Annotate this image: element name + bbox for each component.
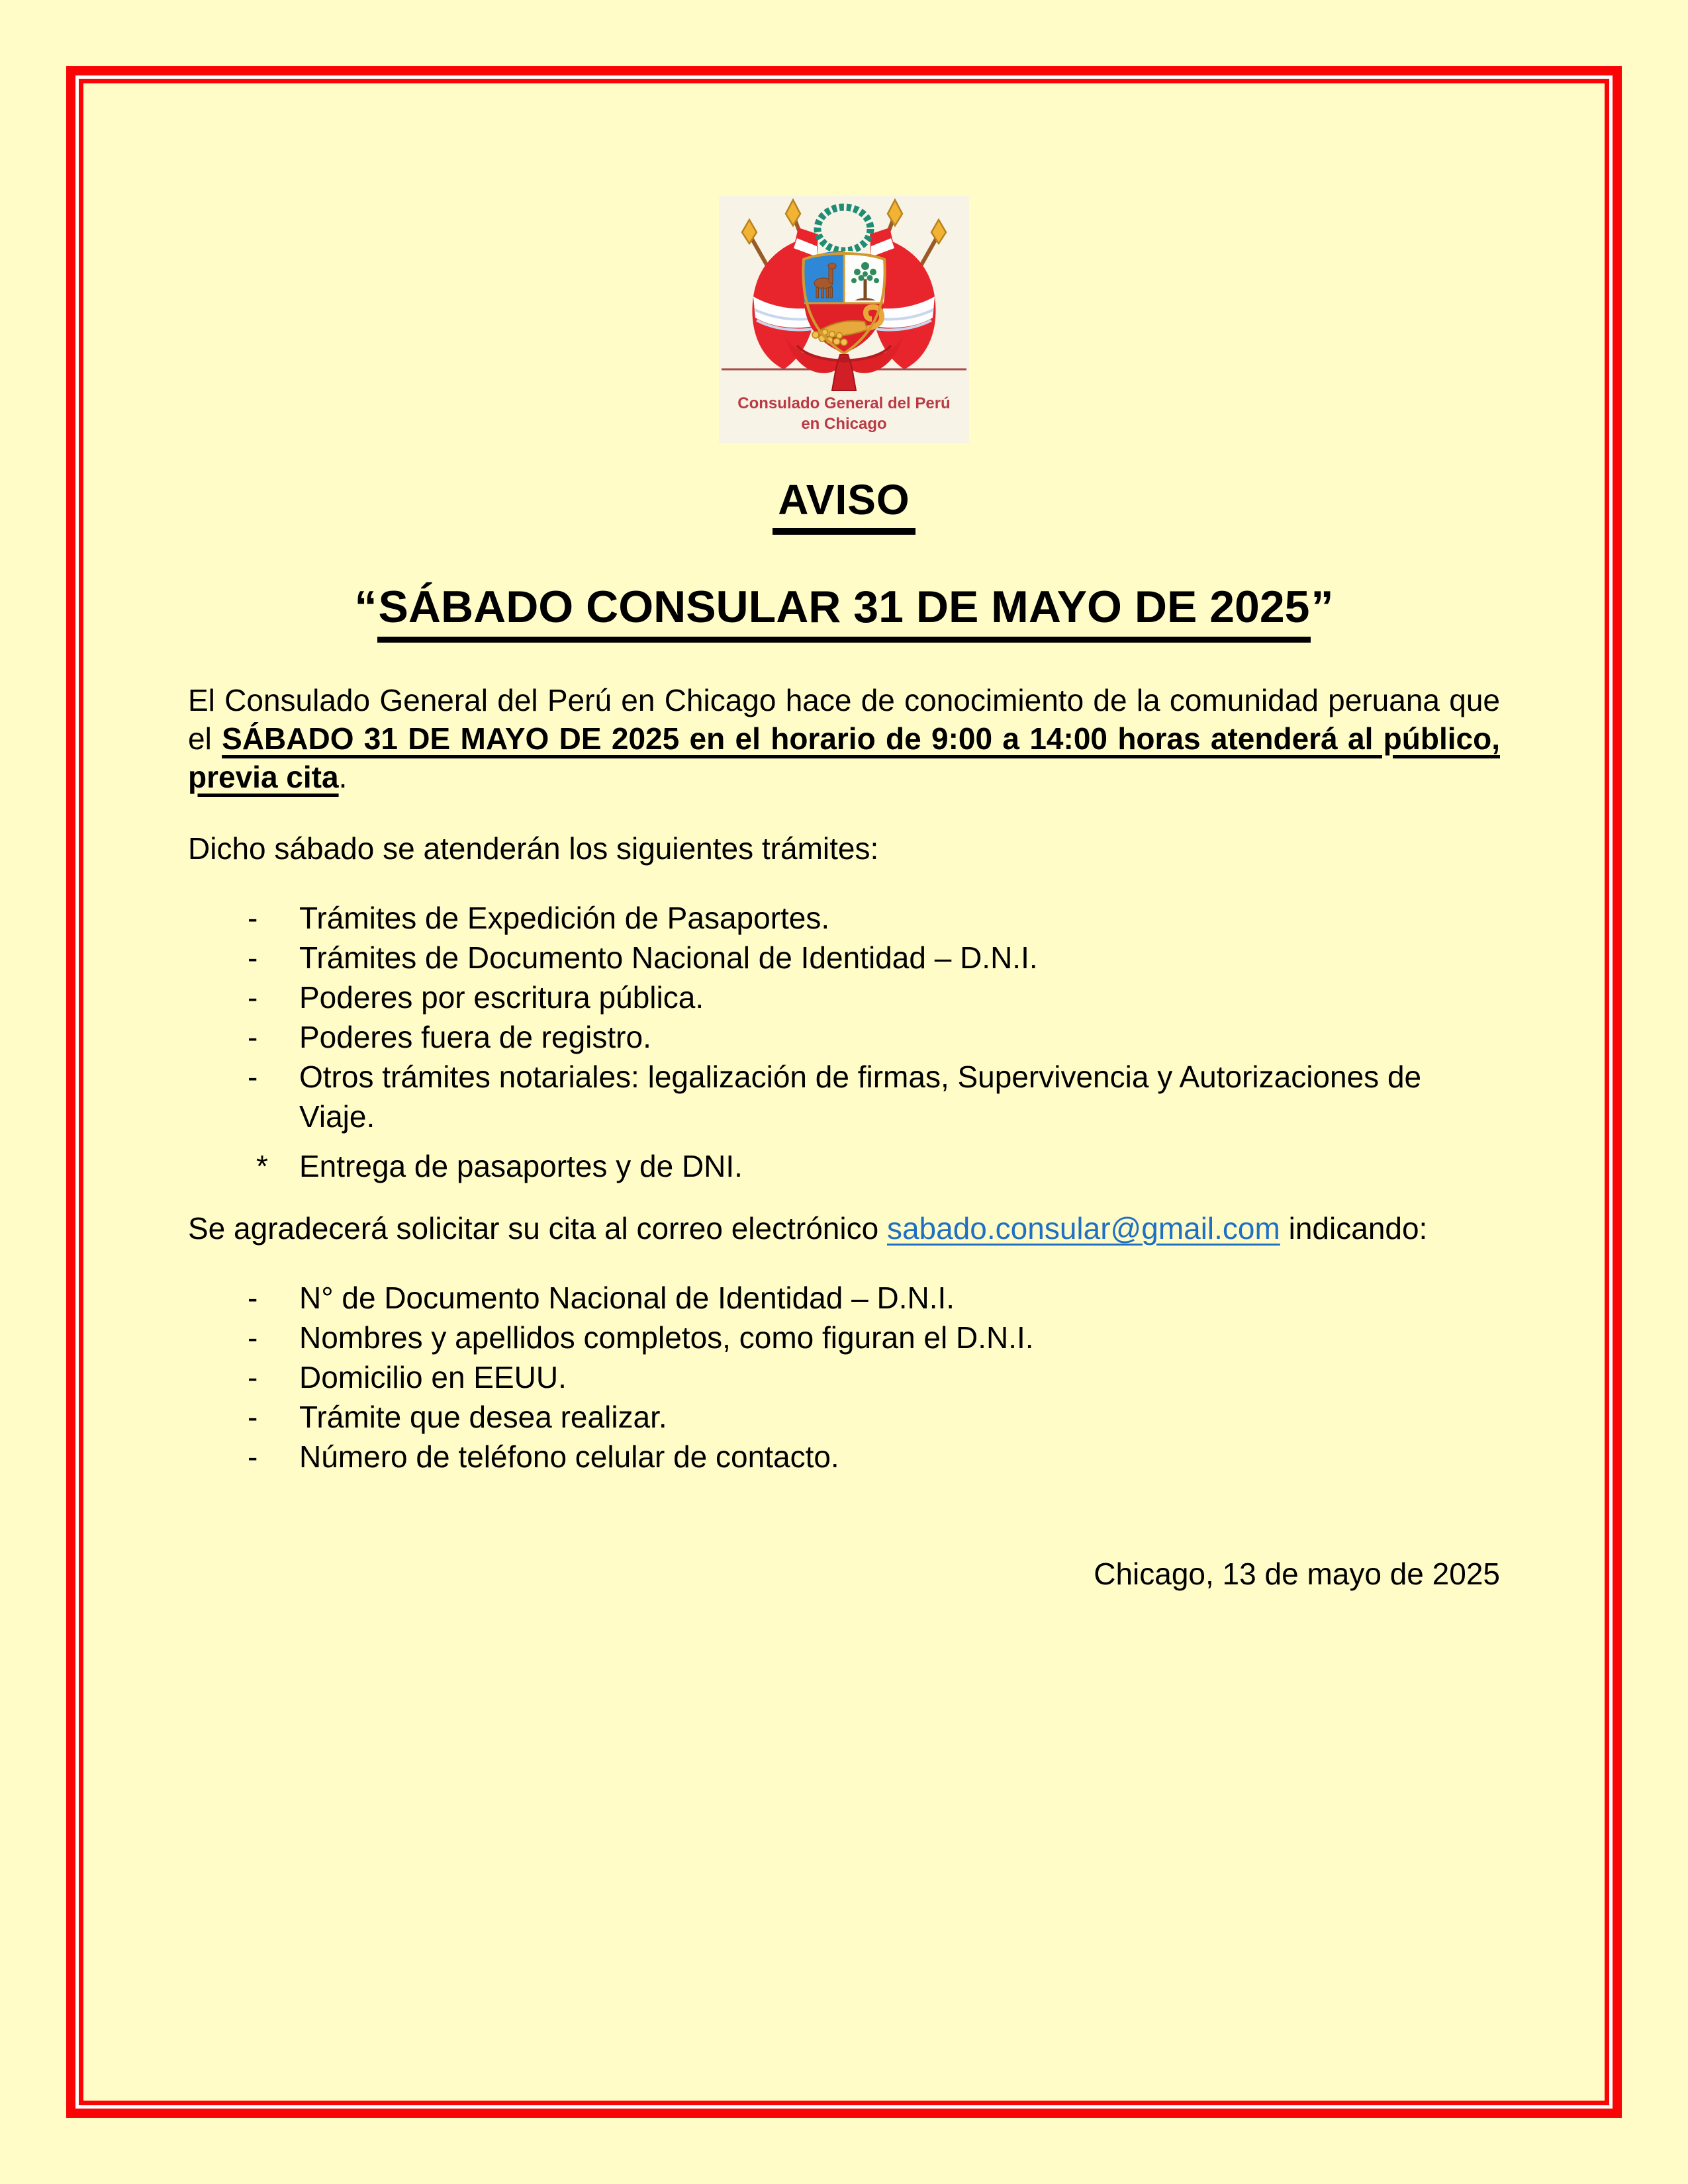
- dash-bullet: -: [248, 1019, 258, 1054]
- dash-bullet: -: [248, 1439, 258, 1474]
- notice-subtitle: SÁBADO CONSULAR 31 DE MAYO DE 2025: [377, 584, 1311, 642]
- requirements-list: [188, 1278, 1500, 1477]
- appointment-tail: indicando:: [1280, 1210, 1428, 1246]
- dash-bullet: -: [248, 1399, 258, 1434]
- list-item-text: Domicilio en EEUU.: [299, 1359, 567, 1394]
- intro-paragraph: [188, 681, 1500, 796]
- logo-caption-line1: Consulado General del Perú: [737, 394, 951, 412]
- list-item-text: Trámites de Expedición de Pasaportes.: [299, 900, 830, 935]
- subtitle-open-quote: “: [354, 582, 377, 633]
- list-item-text: Nombres y apellidos completos, como figuran el D.N.I.: [299, 1320, 1034, 1355]
- consulate-logo: [719, 196, 969, 443]
- list-item: [188, 1278, 1500, 1318]
- list-item-text: Poderes fuera de registro.: [299, 1019, 651, 1054]
- appointment-paragraph: [188, 1209, 1500, 1248]
- list-item: [188, 1437, 1500, 1477]
- services-list: [188, 898, 1500, 1136]
- list-item: [188, 1057, 1500, 1136]
- list-item: [188, 898, 1500, 938]
- list-item-text: Poderes por escritura pública.: [299, 979, 704, 1015]
- peru-coat-of-arms-icon: [719, 196, 969, 393]
- list-item: [188, 1357, 1500, 1397]
- list-item-text: Otros trámites notariales: legalización de firmas, Supervivencia y Autorizaciones de Viaje.: [299, 1059, 1422, 1134]
- notice-subtitle-row: [188, 584, 1500, 642]
- notice-title-row: [188, 478, 1500, 535]
- list-item: [188, 938, 1500, 978]
- dash-bullet: -: [248, 1059, 258, 1094]
- notice-title: AVISO: [773, 478, 915, 535]
- delivery-note: [188, 1147, 1500, 1185]
- intro-tail: .: [338, 759, 348, 794]
- list-item: [188, 978, 1500, 1017]
- intro-emphasis: SÁBADO 31 DE MAYO DE 2025 en el horario de 9:00 a 14:00 horas atenderá al público, previa cita: [188, 721, 1500, 794]
- dash-bullet: -: [248, 940, 258, 975]
- subtitle-close-quote: ”: [1311, 582, 1334, 633]
- services-heading: Dicho sábado se atenderán los siguientes trámites:: [188, 831, 879, 866]
- list-item-text: Trámite que desea realizar.: [299, 1399, 667, 1434]
- appointment-lead: Se agradecerá solicitar su cita al correo electrónico: [188, 1210, 887, 1246]
- dash-bullet: -: [248, 900, 258, 935]
- email-link[interactable]: sabado.consular@gmail.com: [886, 1210, 1280, 1246]
- list-item: [188, 1017, 1500, 1057]
- list-item-text: Trámites de Documento Nacional de Identidad – D.N.I.: [299, 940, 1038, 975]
- logo-caption-line2: en Chicago: [801, 415, 887, 433]
- list-item: [188, 1318, 1500, 1357]
- intro-lead: El Consulado General del Perú en Chicago hace de conocimiento de la comunidad peruana que el: [188, 682, 1500, 756]
- inner-red-frame: [79, 79, 1609, 2105]
- delivery-note-text: Entrega de pasaportes y de DNI.: [299, 1148, 743, 1183]
- dateline: Chicago, 13 de mayo de 2025: [1094, 1556, 1500, 1591]
- list-item-text: N° de Documento Nacional de Identidad – D.N.I.: [299, 1280, 955, 1315]
- dash-bullet: -: [248, 1320, 258, 1355]
- list-item: [188, 1397, 1500, 1437]
- list-item-text: Número de teléfono celular de contacto.: [299, 1439, 839, 1474]
- dash-bullet: -: [248, 979, 258, 1015]
- asterisk-marker: *: [256, 1148, 268, 1183]
- dash-bullet: -: [248, 1280, 258, 1315]
- outer-red-frame: [66, 66, 1622, 2118]
- notice-content: [83, 83, 1605, 2101]
- dash-bullet: -: [248, 1359, 258, 1394]
